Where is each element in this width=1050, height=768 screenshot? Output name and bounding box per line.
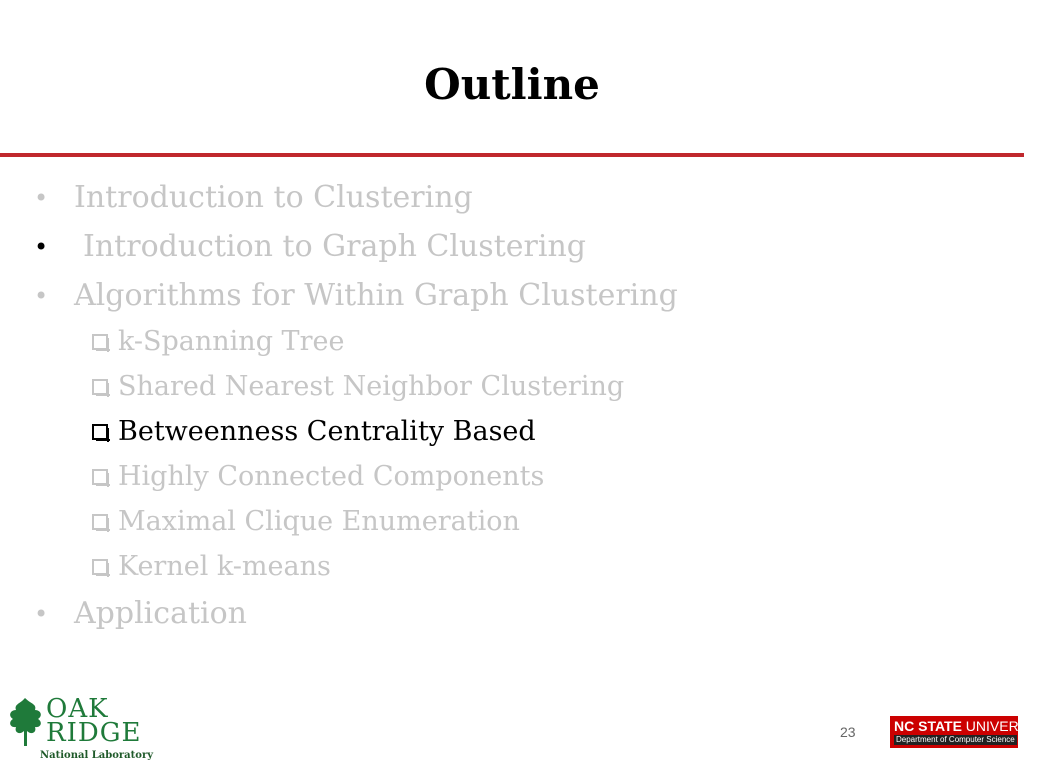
ncsu-logo: [890, 716, 1050, 748]
ncsu-bold-text: NC STATE: [894, 718, 962, 734]
slide-title: Outline: [424, 60, 600, 109]
outline-subitem-label: Highly Connected Components: [118, 461, 545, 492]
bullet-icon: •: [34, 184, 49, 212]
checkbox-bullet-icon: [92, 334, 108, 350]
ncsu-department-text: Department of Computer Science: [896, 735, 1015, 744]
ornl-oak-text: OAK: [46, 694, 109, 724]
ncsu-light-text: UNIVERSITY: [961, 718, 1050, 734]
checkbox-bullet-icon: [92, 424, 108, 440]
bullet-icon: •: [34, 600, 49, 628]
oak-leaf-icon: [6, 696, 44, 748]
checkbox-bullet-icon: [92, 469, 108, 485]
ornl-national-lab-text: National Laboratory: [40, 750, 154, 761]
ornl-logo: [6, 694, 154, 764]
title-divider: [0, 153, 1024, 157]
outline-subitem-label: k-Spanning Tree: [118, 326, 345, 357]
outline-subitem-label: Shared Nearest Neighbor Clustering: [118, 371, 625, 402]
outline-subitem-label: Maximal Clique Enumeration: [118, 506, 520, 537]
bullet-icon: •: [34, 233, 49, 261]
checkbox-bullet-icon: [92, 514, 108, 530]
outline-item-label: Introduction to Clustering: [74, 180, 473, 215]
outline-subitem-label: Betweenness Centrality Based: [118, 416, 536, 447]
ncsu-wordmark: [894, 718, 1050, 734]
outline-subitem-label: Kernel k-means: [118, 551, 331, 582]
page-number: 23: [840, 724, 856, 740]
checkbox-bullet-icon: [92, 559, 108, 575]
outline-item-label: Introduction to Graph Clustering: [83, 229, 586, 264]
outline-item-label: Application: [74, 596, 247, 631]
checkbox-bullet-icon: [92, 379, 108, 395]
ornl-ridge-text: RIDGE: [46, 718, 142, 748]
bullet-icon: •: [34, 282, 49, 310]
outline-item-label: Algorithms for Within Graph Clustering: [74, 278, 678, 313]
